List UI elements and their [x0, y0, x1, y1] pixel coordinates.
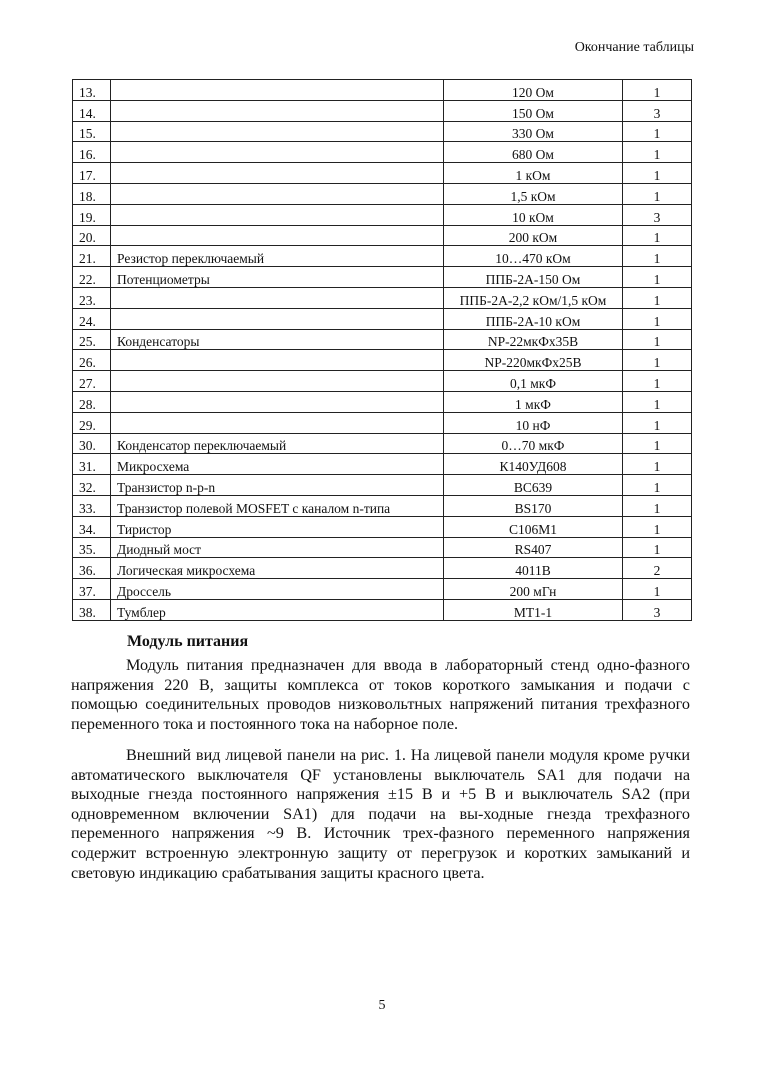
table-row: [73, 183, 692, 204]
row-number-cell: 34.: [73, 516, 111, 537]
row-number-cell: 19.: [73, 204, 111, 225]
component-value-cell: BS170: [444, 495, 623, 516]
component-name-cell: [111, 350, 444, 371]
table-row: [73, 121, 692, 142]
row-number-cell: 33.: [73, 495, 111, 516]
table-continuation-label: Окончание таблицы: [574, 40, 694, 55]
row-number-cell: 28.: [73, 391, 111, 412]
component-name-cell: Конденсатор переключаемый: [111, 433, 444, 454]
quantity-cell: 1: [623, 163, 692, 184]
quantity-cell: 1: [623, 267, 692, 288]
quantity-cell: 3: [623, 100, 692, 121]
quantity-cell: 3: [623, 599, 692, 620]
table-row: [73, 308, 692, 329]
table-row: [73, 329, 692, 350]
component-value-cell: 200 кОм: [444, 225, 623, 246]
component-name-cell: Тиристор: [111, 516, 444, 537]
component-name-cell: [111, 100, 444, 121]
quantity-cell: 1: [623, 579, 692, 600]
quantity-cell: 1: [623, 371, 692, 392]
quantity-cell: 1: [623, 537, 692, 558]
row-number-cell: 25.: [73, 329, 111, 350]
quantity-cell: 1: [623, 80, 692, 101]
quantity-cell: 1: [623, 287, 692, 308]
table-row: [73, 204, 692, 225]
quantity-cell: 1: [623, 475, 692, 496]
component-value-cell: 1 кОм: [444, 163, 623, 184]
quantity-cell: 1: [623, 329, 692, 350]
component-value-cell: 0…70 мкФ: [444, 433, 623, 454]
component-name-cell: Резистор переключаемый: [111, 246, 444, 267]
table-row: [73, 267, 692, 288]
row-number-cell: 26.: [73, 350, 111, 371]
component-value-cell: 1,5 кОм: [444, 183, 623, 204]
table-row: [73, 537, 692, 558]
component-name-cell: [111, 80, 444, 101]
component-name-cell: Логическая микросхема: [111, 558, 444, 579]
component-name-cell: [111, 412, 444, 433]
quantity-cell: 1: [623, 121, 692, 142]
quantity-cell: 3: [623, 204, 692, 225]
table-row: [73, 350, 692, 371]
component-name-cell: Транзистор полевой MOSFET с каналом n-типа: [111, 495, 444, 516]
component-name-cell: [111, 371, 444, 392]
component-value-cell: NP-220мкФх25В: [444, 350, 623, 371]
row-number-cell: 30.: [73, 433, 111, 454]
component-value-cell: 680 Ом: [444, 142, 623, 163]
quantity-cell: 1: [623, 142, 692, 163]
component-name-cell: [111, 183, 444, 204]
table-row: [73, 433, 692, 454]
row-number-cell: 36.: [73, 558, 111, 579]
row-number-cell: 21.: [73, 246, 111, 267]
component-name-cell: [111, 121, 444, 142]
row-number-cell: 27.: [73, 371, 111, 392]
page-number: 5: [378, 998, 386, 1013]
component-name-cell: Транзистор n-p-n: [111, 475, 444, 496]
table-row: [73, 163, 692, 184]
section-paragraph: Модуль питания предназначен для ввода в лабораторный стенд одно-фазного напряжения 220 В, защиты комплекса от токов короткого замыкания и подачи с помощью соединительных проводов низковольтных напряжений питания трехфазного переменного тока и постоянного тока на наборное поле.: [71, 656, 690, 733]
component-value-cell: ВС639: [444, 475, 623, 496]
component-value-cell: 10…470 кОм: [444, 246, 623, 267]
row-number-cell: 35.: [73, 537, 111, 558]
section-title: Модуль питания: [127, 633, 249, 650]
table-row: [73, 516, 692, 537]
component-value-cell: 150 Ом: [444, 100, 623, 121]
quantity-cell: 1: [623, 433, 692, 454]
component-name-cell: [111, 142, 444, 163]
row-number-cell: 18.: [73, 183, 111, 204]
component-name-cell: [111, 287, 444, 308]
table-row: [73, 80, 692, 101]
component-value-cell: ППБ-2А-10 кОм: [444, 308, 623, 329]
table-row: [73, 100, 692, 121]
row-number-cell: 16.: [73, 142, 111, 163]
row-number-cell: 38.: [73, 599, 111, 620]
table-row: [73, 579, 692, 600]
table-row: [73, 599, 692, 620]
component-value-cell: ППБ-2А-150 Ом: [444, 267, 623, 288]
quantity-cell: 1: [623, 495, 692, 516]
component-value-cell: 4011В: [444, 558, 623, 579]
table-row: [73, 454, 692, 475]
table-row: [73, 475, 692, 496]
quantity-cell: 1: [623, 183, 692, 204]
row-number-cell: 23.: [73, 287, 111, 308]
component-value-cell: 0,1 мкФ: [444, 371, 623, 392]
quantity-cell: 2: [623, 558, 692, 579]
component-value-cell: 10 кОм: [444, 204, 623, 225]
table-row: [73, 495, 692, 516]
component-value-cell: 200 мГн: [444, 579, 623, 600]
component-value-cell: 120 Ом: [444, 80, 623, 101]
row-number-cell: 29.: [73, 412, 111, 433]
components-table: [72, 79, 692, 621]
component-value-cell: 10 нФ: [444, 412, 623, 433]
row-number-cell: 13.: [73, 80, 111, 101]
component-name-cell: Микросхема: [111, 454, 444, 475]
component-name-cell: [111, 163, 444, 184]
component-name-cell: Конденсаторы: [111, 329, 444, 350]
quantity-cell: 1: [623, 350, 692, 371]
component-name-cell: [111, 308, 444, 329]
row-number-cell: 37.: [73, 579, 111, 600]
quantity-cell: 1: [623, 454, 692, 475]
quantity-cell: 1: [623, 391, 692, 412]
row-number-cell: 31.: [73, 454, 111, 475]
row-number-cell: 20.: [73, 225, 111, 246]
component-value-cell: 1 мкФ: [444, 391, 623, 412]
quantity-cell: 1: [623, 308, 692, 329]
table-row: [73, 371, 692, 392]
table-row: [73, 558, 692, 579]
row-number-cell: 14.: [73, 100, 111, 121]
component-name-cell: Потенциометры: [111, 267, 444, 288]
quantity-cell: 1: [623, 246, 692, 267]
table-row: [73, 246, 692, 267]
section-paragraph: Внешний вид лицевой панели на рис. 1. На лицевой панели модуля кроме ручки автоматического выключателя QF установлены выключатель SA1 для подачи на выходные гнезда постоянного напряжения ±15 В и +5 В и выключатель SA2 (при одновременном включении SA1) для подачи на вы-ходные гнезда трехфазного переменного напряжения ~9 В. Источник трех-фазного переменного напряжения содержит встроенную электронную защиту от перегрузок и коротких замыканий и световую индикацию срабатывания защиты красного цвета.: [71, 746, 690, 882]
table-row: [73, 287, 692, 308]
component-name-cell: Тумблер: [111, 599, 444, 620]
component-name-cell: Диодный мост: [111, 537, 444, 558]
component-name-cell: [111, 225, 444, 246]
row-number-cell: 17.: [73, 163, 111, 184]
component-value-cell: С106М1: [444, 516, 623, 537]
component-value-cell: RS407: [444, 537, 623, 558]
row-number-cell: 15.: [73, 121, 111, 142]
quantity-cell: 1: [623, 225, 692, 246]
component-name-cell: Дроссель: [111, 579, 444, 600]
quantity-cell: 1: [623, 412, 692, 433]
table-row: [73, 412, 692, 433]
row-number-cell: 32.: [73, 475, 111, 496]
quantity-cell: 1: [623, 516, 692, 537]
component-value-cell: К140УД608: [444, 454, 623, 475]
row-number-cell: 24.: [73, 308, 111, 329]
component-value-cell: NP-22мкФх35В: [444, 329, 623, 350]
components-table-body: [73, 80, 692, 621]
table-row: [73, 391, 692, 412]
component-value-cell: МТ1-1: [444, 599, 623, 620]
table-row: [73, 142, 692, 163]
row-number-cell: 22.: [73, 267, 111, 288]
component-value-cell: 330 Ом: [444, 121, 623, 142]
component-name-cell: [111, 204, 444, 225]
component-name-cell: [111, 391, 444, 412]
component-value-cell: ППБ-2А-2,2 кОм/1,5 кОм: [444, 287, 623, 308]
table-row: [73, 225, 692, 246]
